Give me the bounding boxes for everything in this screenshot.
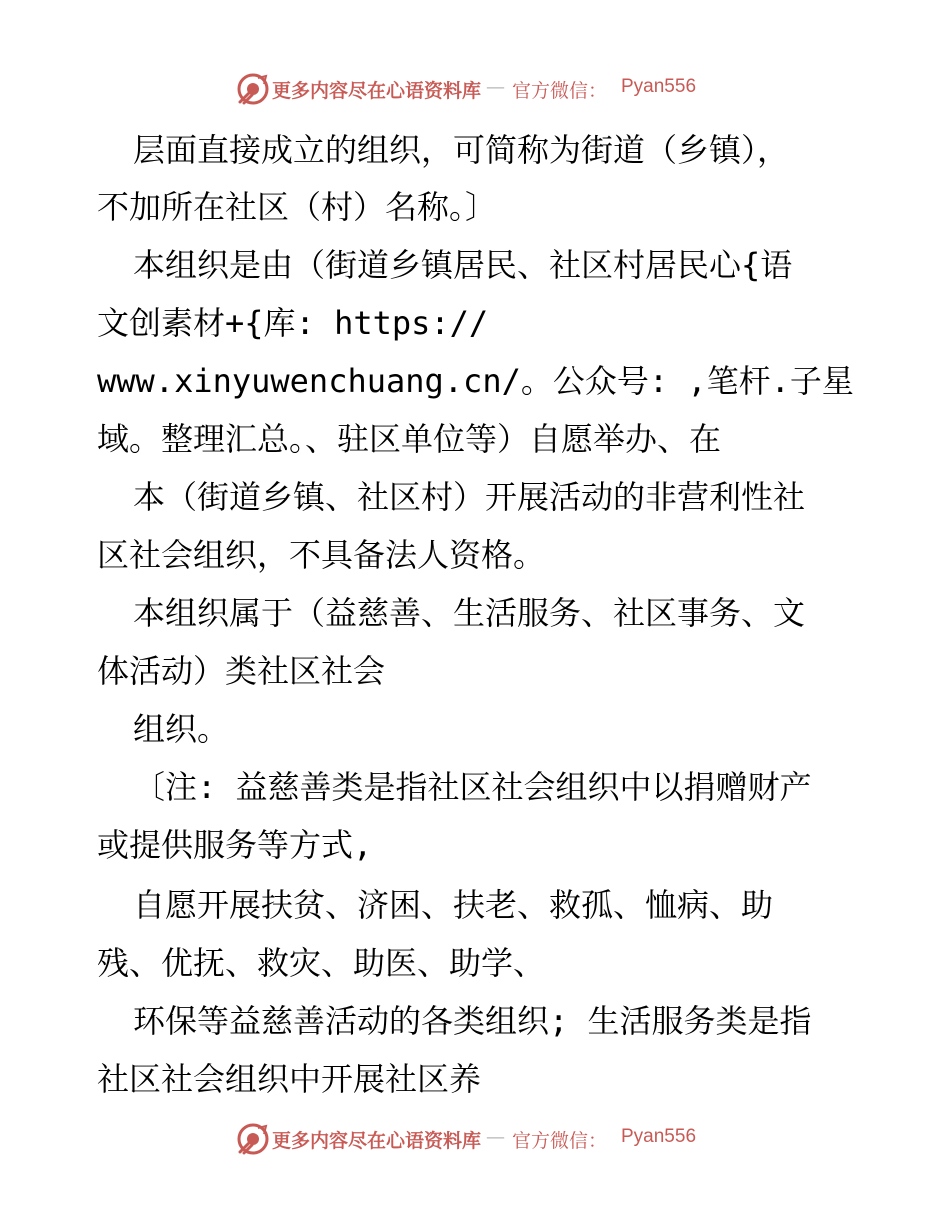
- footer-banner: [0, 1120, 950, 1160]
- text-line: 环保等益慈善活动的各类组织; 生活服务类是指: [133, 1002, 812, 1040]
- banner-wechat-label: 官方微信：: [512, 80, 608, 102]
- text-line: 本组织属于（益慈善、生活服务、社区事务、文: [133, 594, 806, 632]
- text-line: 体活动）类社区社会: [97, 652, 386, 690]
- text-line: 域。整理汇总。、驻区单位等）自愿举办、在: [97, 420, 722, 458]
- text-line: 不加所在社区（村）名称。〕: [97, 188, 498, 226]
- text-line: www.xinyuwenchuang.cn/。公众号: ,笔杆.子星: [97, 362, 854, 400]
- text-line: 残、优抚、救灾、助医、助学、: [97, 944, 546, 982]
- banner-wechat-label: 官方微信：: [512, 1130, 608, 1152]
- text-line: 文创素材+{库: https://: [97, 304, 489, 342]
- text-line: 〔注: 益慈善类是指社区社会组织中以捐赠财产: [133, 768, 812, 806]
- text-line: 或提供服务等方式,: [97, 826, 373, 864]
- text-line: 本（街道乡镇、社区村）开展活动的非营利性社: [133, 478, 806, 516]
- brand-logo-icon: [236, 1122, 270, 1156]
- banner-dash: —: [486, 1126, 505, 1148]
- banner-wechat-id: Pyan556: [621, 1126, 697, 1147]
- text-line: 本组织是由（街道乡镇居民、社区村居民心{语: [133, 246, 793, 284]
- banner-text: 更多内容尽在心语资料库: [272, 1130, 482, 1152]
- text-line: 自愿开展扶贫、济困、扶老、救孤、恤病、助: [133, 886, 774, 924]
- text-line: 区社会组织，不具备法人资格。: [97, 536, 546, 574]
- text-line: 社区社会组织中开展社区养: [97, 1060, 482, 1098]
- banner-wechat-id: Pyan556: [621, 76, 697, 97]
- text-line: 组织。: [133, 710, 230, 748]
- banner-dash: —: [486, 76, 505, 98]
- banner-text: 更多内容尽在心语资料库: [272, 80, 482, 102]
- text-line: 层面直接成立的组织，可简称为街道（乡镇），: [133, 131, 790, 169]
